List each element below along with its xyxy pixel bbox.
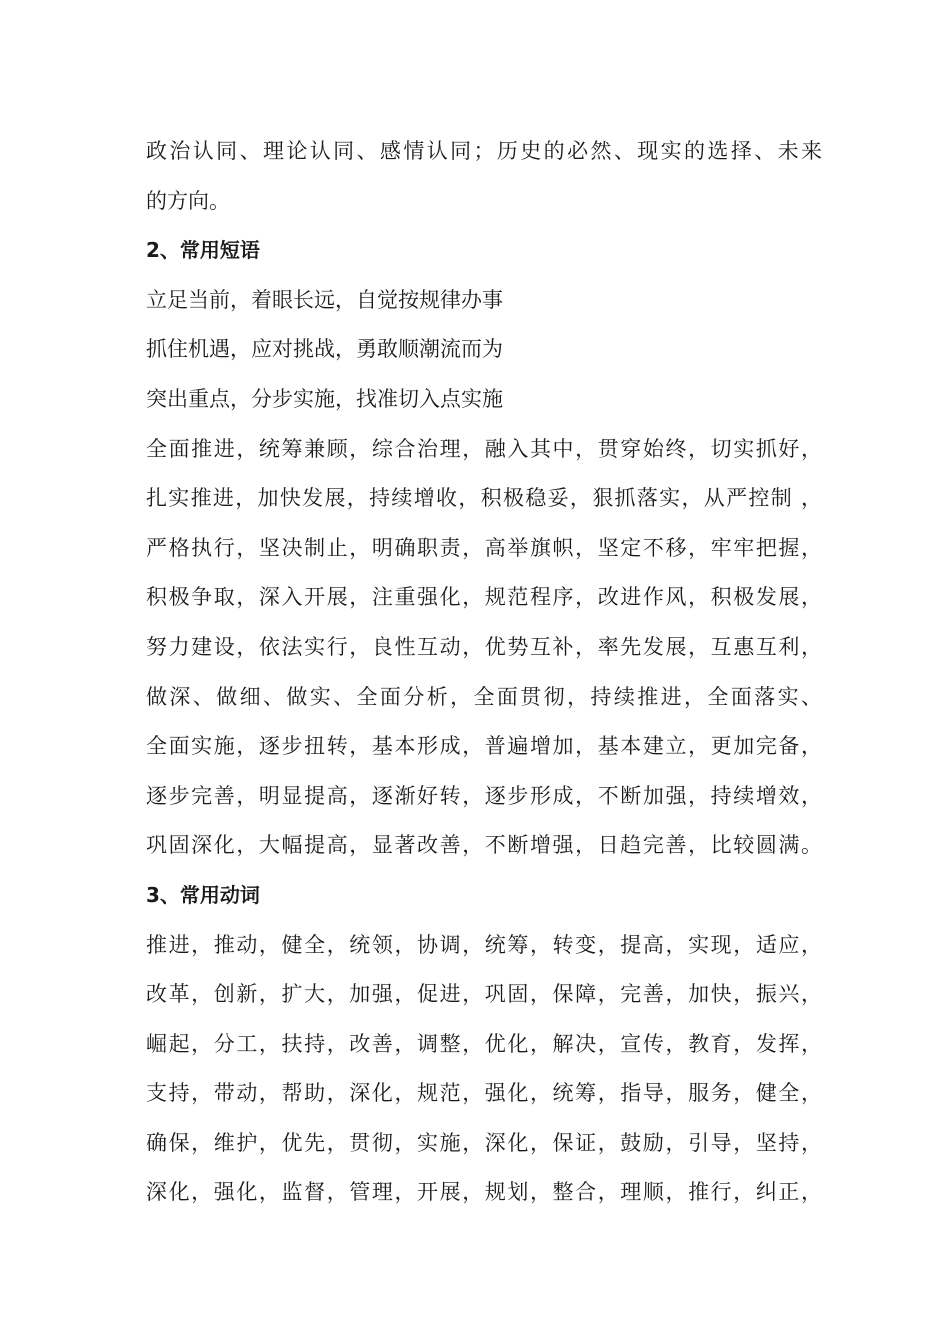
phrase-line: 积极争取，深入开展，注重强化，规范程序，改进作风，积极发展，	[146, 585, 822, 610]
verb-line: 改革，创新，扩大，加强，促进，巩固，保障，完善，加快，振兴，	[146, 982, 822, 1007]
phrase-line: 扎实推进，加快发展，持续增收，积极稳妥，狠抓落实，从严控制 ，	[146, 486, 822, 511]
verb-line: 深化，强化，监督，管理，开展，规划，整合，理顺，推行，纠正，	[146, 1180, 822, 1205]
phrase-line: 全面推进，统筹兼顾，综合治理，融入其中，贯穿始终，切实抓好，	[146, 436, 822, 461]
verb-line: 推进，推动，健全，统领，协调，统筹，转变，提高，实现，适应，	[146, 932, 822, 957]
verb-line: 崛起，分工，扶持，改善，调整，优化，解决，宣传，教育，发挥，	[146, 1031, 822, 1056]
verb-line: 支持，带动，帮助，深化，规范，强化，统筹，指导，服务，健全，	[146, 1081, 822, 1106]
phrase-line: 努力建设，依法实行，良性互动，优势互补，率先发展，互惠互利，	[146, 634, 822, 659]
intro-line: 政治认同、理论认同、感情认同；历史的必然、现实的选择、未来	[146, 139, 822, 163]
section-heading-phrases: 2、常用短语	[146, 238, 260, 263]
phrase-line: 立足当前，着眼长远，自觉按规律办事	[146, 287, 503, 312]
phrase-line: 做深、做细、做实、全面分析，全面贯彻，持续推进，全面落实、	[146, 684, 822, 709]
phrase-line: 逐步完善，明显提高，逐渐好转，逐步形成，不断加强，持续增效，	[146, 783, 822, 808]
phrase-line: 严格执行，坚决制止，明确职责，高举旗帜，坚定不移，牢牢把握，	[146, 535, 822, 560]
section-heading-verbs: 3、常用动词	[146, 882, 260, 907]
verb-line: 确保，维护，优先，贯彻，实施，深化，保证，鼓励，引导，坚持，	[146, 1130, 822, 1155]
document-body	[146, 127, 822, 1218]
phrase-line: 巩固深化，大幅提高，显著改善，不断增强，日趋完善，比较圆满。	[146, 833, 822, 858]
phrase-line: 抓住机遇，应对挑战，勇敢顺潮流而为	[146, 337, 503, 362]
phrase-line: 全面实施，逐步扭转，基本形成，普遍增加，基本建立，更加完备，	[146, 734, 822, 759]
intro-line: 的方向。	[146, 188, 230, 213]
phrase-line: 突出重点，分步实施，找准切入点实施	[146, 386, 503, 411]
